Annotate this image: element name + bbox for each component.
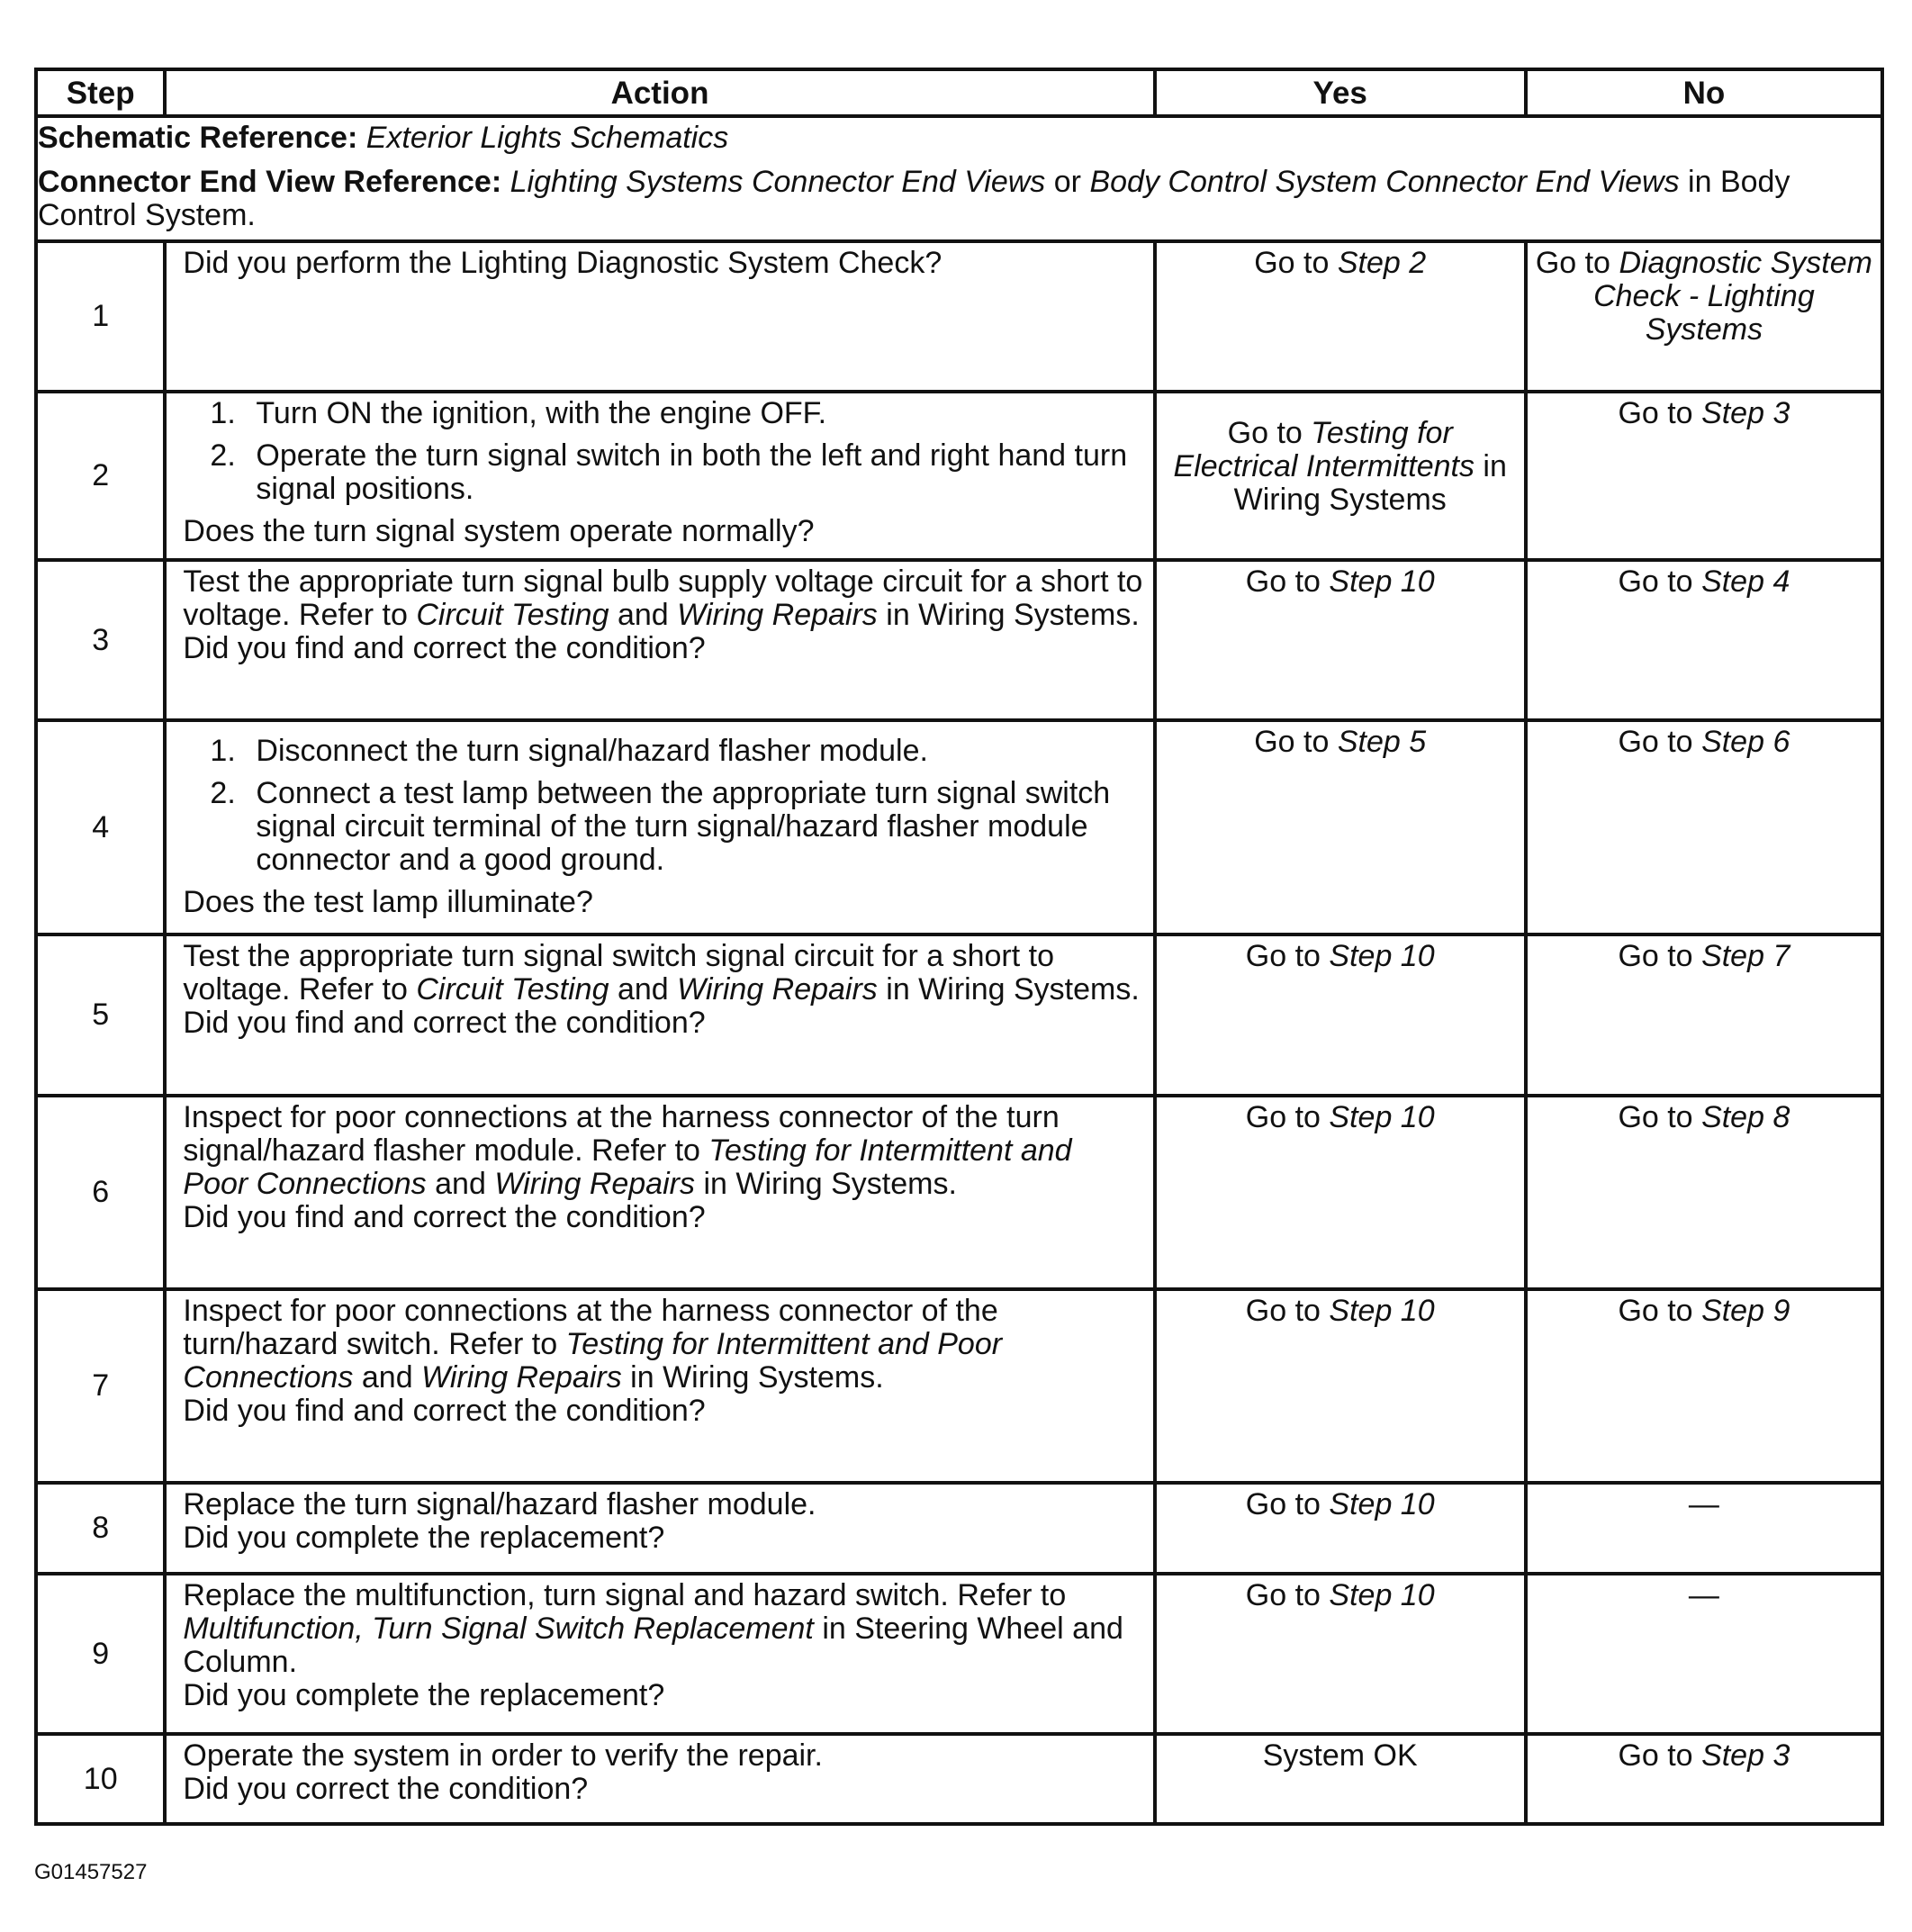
yes-prefix: Go to xyxy=(1245,1487,1321,1521)
yes-cell xyxy=(1155,560,1526,720)
table-row xyxy=(36,560,1882,720)
action-cell xyxy=(165,1289,1154,1483)
step-list xyxy=(183,397,1143,515)
no-link[interactable]: Step 3 xyxy=(1701,1738,1790,1773)
table-row xyxy=(36,1734,1882,1824)
yes-suffix: in Wiring Systems xyxy=(1233,449,1507,517)
yes-prefix: Go to xyxy=(1245,1100,1321,1134)
yes-link[interactable]: Step 10 xyxy=(1329,1578,1435,1612)
step-question: Did you find and correct the condition? xyxy=(183,1394,706,1428)
action-cell xyxy=(165,1734,1154,1824)
table-row xyxy=(36,1483,1882,1574)
yes-cell xyxy=(1155,1289,1526,1483)
action-cell xyxy=(165,1483,1154,1574)
step-instruction: Replace the turn signal/hazard flasher module. xyxy=(183,1487,816,1521)
header-row xyxy=(36,69,1882,116)
step-number: 5 xyxy=(36,934,165,1096)
no-dash: — xyxy=(1688,1487,1719,1521)
step-question: Does the test lamp illuminate? xyxy=(183,885,593,919)
step-number: 6 xyxy=(36,1096,165,1289)
yes-link[interactable]: Testing for Electrical Intermittents xyxy=(1173,416,1475,483)
testing-intermittent-link[interactable]: Testing for Intermittent and Poor Connections xyxy=(183,1133,1072,1201)
header-step: Step xyxy=(36,69,165,116)
header-no: No xyxy=(1526,69,1882,116)
list-item: 2. Operate the turn signal switch in both the left and right hand turn signal positions. xyxy=(210,438,1128,506)
step-instruction: Inspect for poor connections at the harness connector of the turn signal/hazard flasher module. Refer to Testing for Intermittent and Poor Connections and Wiring Repairs in Wiring Systems. xyxy=(183,1100,1072,1201)
table-row xyxy=(36,1096,1882,1289)
yes-text: System OK xyxy=(1262,1738,1418,1773)
no-cell xyxy=(1526,720,1882,934)
step-number: 9 xyxy=(36,1574,165,1734)
no-cell xyxy=(1526,1574,1882,1734)
yes-prefix: Go to xyxy=(1227,416,1303,450)
connector-reference-suffix: in Body Control System. xyxy=(38,165,1790,232)
reference-cell xyxy=(36,116,1882,241)
action-cell xyxy=(165,1096,1154,1289)
schematic-reference-link[interactable]: Exterior Lights Schematics xyxy=(365,121,729,155)
yes-link[interactable]: Step 10 xyxy=(1329,939,1435,973)
no-prefix: Go to xyxy=(1618,1294,1693,1328)
step-instruction: Operate the system in order to verify the repair. xyxy=(183,1738,823,1773)
schematic-reference xyxy=(38,122,1880,155)
no-cell xyxy=(1526,934,1882,1096)
wiring-repairs-link[interactable]: Wiring Repairs xyxy=(677,598,878,632)
table-row xyxy=(36,720,1882,934)
header-yes: Yes xyxy=(1155,69,1526,116)
wiring-repairs-link[interactable]: Wiring Repairs xyxy=(421,1360,622,1395)
yes-cell xyxy=(1155,934,1526,1096)
yes-prefix: Go to xyxy=(1254,725,1330,759)
schematic-reference-label: Schematic Reference: xyxy=(38,121,358,155)
connector-reference-link-1[interactable]: Lighting Systems Connector End Views xyxy=(510,165,1046,199)
step-instruction: Test the appropriate turn signal bulb supply voltage circuit for a short to voltage. Refer to Circuit Testing and Wiring Repairs in Wiring Systems. xyxy=(183,564,1143,632)
step-number: 7 xyxy=(36,1289,165,1483)
no-prefix: Go to xyxy=(1618,1100,1693,1134)
action-cell xyxy=(165,560,1154,720)
yes-cell xyxy=(1155,1734,1526,1824)
yes-cell xyxy=(1155,1096,1526,1289)
no-cell xyxy=(1526,1734,1882,1824)
yes-cell xyxy=(1155,1574,1526,1734)
connector-reference-link-2[interactable]: Body Control System Connector End Views xyxy=(1089,165,1680,199)
connector-reference-or: or xyxy=(1053,165,1081,199)
no-link[interactable]: Diagnostic System Check - Lighting Systems xyxy=(1593,246,1872,347)
action-cell xyxy=(165,392,1154,560)
step-number: 2 xyxy=(36,392,165,560)
connector-reference xyxy=(38,166,1880,232)
no-link[interactable]: Step 3 xyxy=(1701,396,1790,430)
table-row xyxy=(36,1574,1882,1734)
no-cell xyxy=(1526,1483,1882,1574)
step-question: Did you complete the replacement? xyxy=(183,1521,665,1555)
action-cell xyxy=(165,934,1154,1096)
yes-link[interactable]: Step 5 xyxy=(1337,725,1427,759)
connector-reference-label: Connector End View Reference: xyxy=(38,165,502,199)
no-prefix: Go to xyxy=(1618,1738,1693,1773)
no-prefix: Go to xyxy=(1618,939,1693,973)
step-number: 3 xyxy=(36,560,165,720)
yes-prefix: Go to xyxy=(1245,564,1321,599)
step-instruction: Test the appropriate turn signal switch signal circuit for a short to voltage. Refer to Circuit Testing and Wiring Repairs in Wiring Systems. xyxy=(183,939,1140,1007)
step-number: 1 xyxy=(36,241,165,392)
table-row xyxy=(36,934,1882,1096)
yes-prefix: Go to xyxy=(1245,1294,1321,1328)
table-row xyxy=(36,241,1882,392)
list-item: 1. Disconnect the turn signal/hazard flasher module. xyxy=(210,734,928,768)
list-item: 2. Connect a test lamp between the appropriate turn signal switch signal circuit terminal of the turn signal/hazard flasher module connector and a good ground. xyxy=(210,776,1111,877)
header-action: Action xyxy=(165,69,1154,116)
wiring-repairs-link[interactable]: Wiring Repairs xyxy=(677,972,878,1007)
yes-prefix: Go to xyxy=(1245,939,1321,973)
no-cell xyxy=(1526,241,1882,392)
yes-link[interactable]: Step 10 xyxy=(1329,1100,1435,1134)
no-prefix: Go to xyxy=(1618,564,1693,599)
yes-cell xyxy=(1155,241,1526,392)
step-question: Did you perform the Lighting Diagnostic System Check? xyxy=(183,246,942,280)
reference-row xyxy=(36,116,1882,241)
circuit-testing-link[interactable]: Circuit Testing xyxy=(416,972,609,1007)
table-row xyxy=(36,1289,1882,1483)
no-cell xyxy=(1526,560,1882,720)
no-prefix: Go to xyxy=(1618,725,1693,759)
no-dash: — xyxy=(1688,1578,1719,1612)
yes-link[interactable]: Step 10 xyxy=(1329,1487,1435,1521)
no-prefix: Go to xyxy=(1535,246,1610,280)
list-item: 1. Turn ON the ignition, with the engine OFF. xyxy=(210,396,827,430)
yes-prefix: Go to xyxy=(1254,246,1330,280)
no-cell xyxy=(1526,1096,1882,1289)
table-row xyxy=(36,392,1882,560)
no-link[interactable]: Step 6 xyxy=(1701,725,1790,759)
yes-prefix: Go to xyxy=(1245,1578,1321,1612)
yes-link[interactable]: Step 10 xyxy=(1329,564,1435,599)
no-prefix: Go to xyxy=(1618,396,1693,430)
switch-replacement-link[interactable]: Multifunction, Turn Signal Switch Replacement xyxy=(183,1612,814,1646)
yes-cell xyxy=(1155,392,1526,560)
action-cell xyxy=(165,720,1154,934)
no-link[interactable]: Step 9 xyxy=(1701,1294,1790,1328)
no-link[interactable]: Step 4 xyxy=(1701,564,1790,599)
no-cell xyxy=(1526,1289,1882,1483)
testing-intermittent-link[interactable]: Testing for Intermittent and Poor Connections xyxy=(183,1327,1003,1395)
step-number: 4 xyxy=(36,720,165,934)
diagnostic-table xyxy=(34,68,1884,1826)
figure-id: G01457527 xyxy=(34,1860,148,1884)
wiring-repairs-link[interactable]: Wiring Repairs xyxy=(494,1167,695,1201)
no-cell xyxy=(1526,392,1882,560)
step-question: Does the turn signal system operate normally? xyxy=(183,514,815,548)
action-cell xyxy=(165,241,1154,392)
step-instruction: Replace the multifunction, turn signal and hazard switch. Refer to Multifunction, Turn Signal Switch Replacement in Steering Wheel and Column. xyxy=(183,1578,1123,1679)
step-question: Did you complete the replacement? xyxy=(183,1678,665,1712)
no-link[interactable]: Step 7 xyxy=(1701,939,1790,973)
step-question: Did you find and correct the condition? xyxy=(183,1006,706,1040)
yes-cell xyxy=(1155,1483,1526,1574)
step-question: Did you find and correct the condition? xyxy=(183,631,706,665)
no-link[interactable]: Step 8 xyxy=(1701,1100,1790,1134)
circuit-testing-link[interactable]: Circuit Testing xyxy=(416,598,609,632)
step-list xyxy=(183,735,1143,886)
yes-link[interactable]: Step 10 xyxy=(1329,1294,1435,1328)
yes-cell xyxy=(1155,720,1526,934)
step-question: Did you correct the condition? xyxy=(183,1772,589,1806)
yes-link[interactable]: Step 2 xyxy=(1337,246,1427,280)
step-number: 10 xyxy=(36,1734,165,1824)
step-question: Did you find and correct the condition? xyxy=(183,1200,706,1234)
step-number: 8 xyxy=(36,1483,165,1574)
step-instruction: Inspect for poor connections at the harness connector of the turn/hazard switch. Refer to Testing for Intermittent and Poor Connections and Wiring Repairs in Wiring Systems. xyxy=(183,1294,1003,1395)
action-cell xyxy=(165,1574,1154,1734)
